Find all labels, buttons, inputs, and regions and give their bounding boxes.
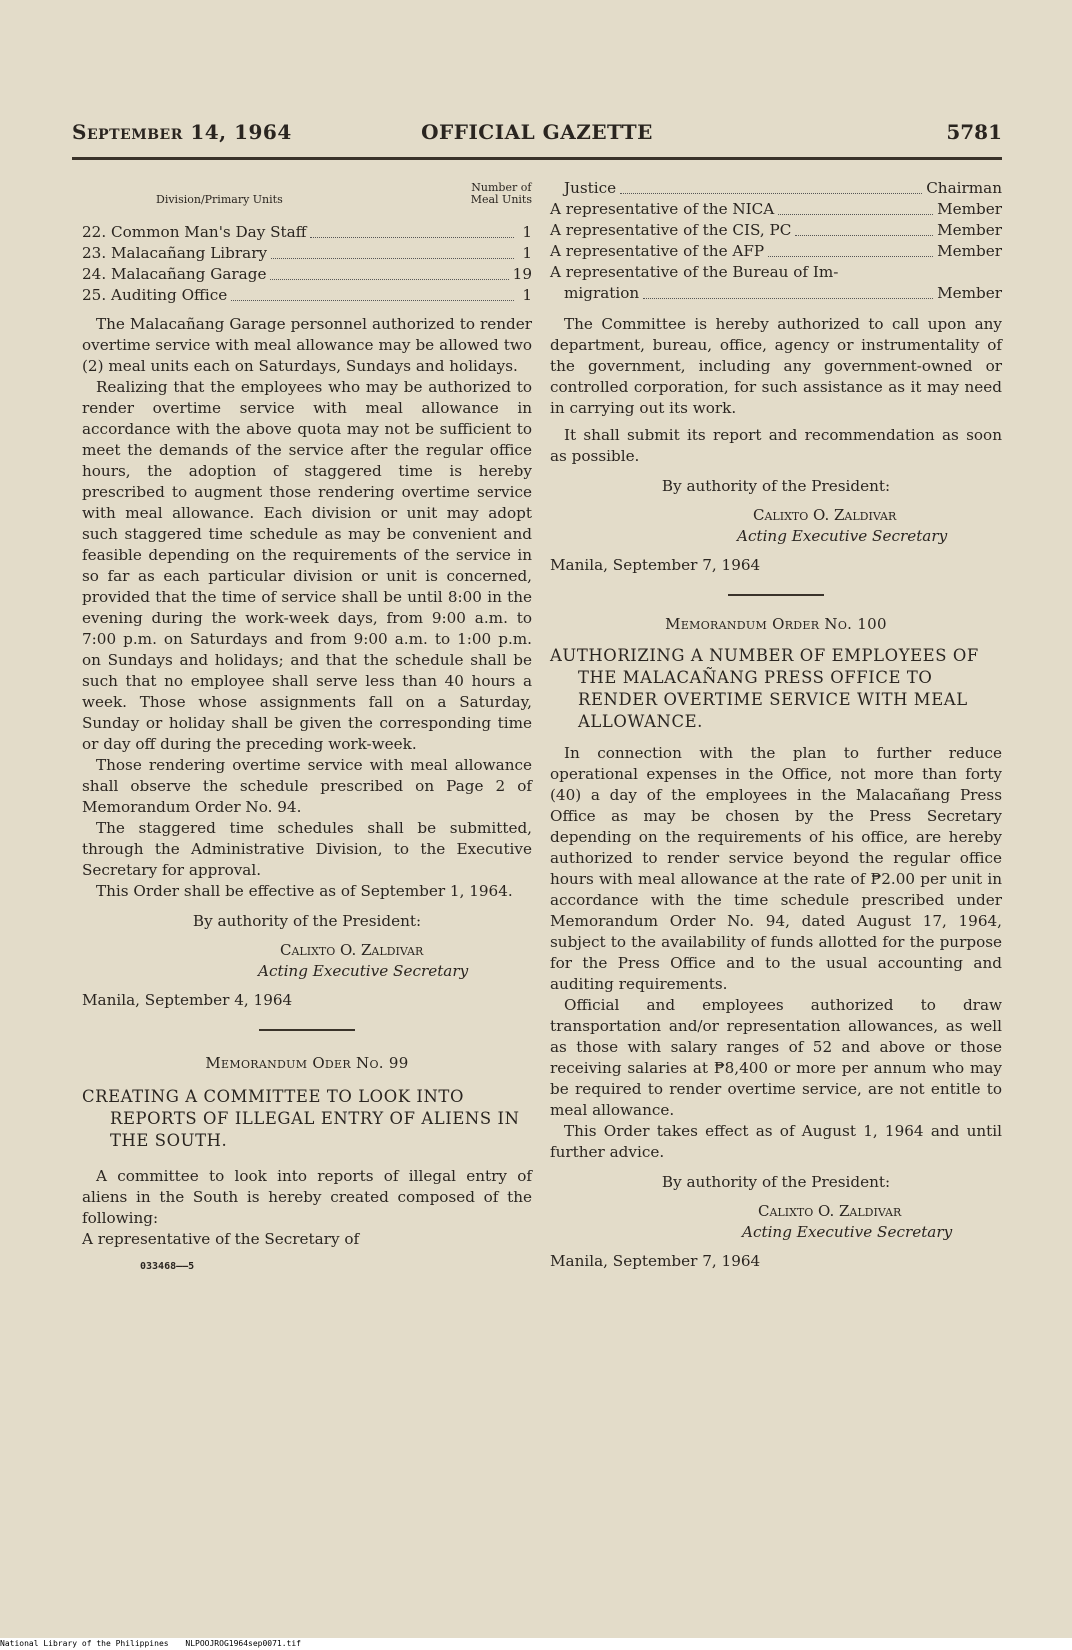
table-row [82, 222, 532, 243]
committee-member: A representative of the NICA [550, 200, 775, 218]
print-code: 033468——5 [140, 1261, 195, 1272]
paragraph: The Committee is hereby authorized to call upon any department, bureau, office, agency or instrumentality of the government, including any government-owned or controlled corporation, for such assistance as it may need in carrying out its work. [550, 315, 1002, 417]
dot-leader [270, 279, 508, 280]
signature-block [550, 1201, 1002, 1243]
scan-file: NLPOOJROG1964sep0071.tif [185, 1639, 301, 1648]
signatory-title: Acting Executive Secretary [258, 962, 469, 980]
memo-100-title: AUTHORIZING A NUMBER OF EMPLOYEES OF THE MALACAÑANG PRESS OFFICE TO RENDER OVERTIME SERVICE WITH MEAL ALLOWANCE. [550, 646, 979, 731]
paragraph: This Order shall be effective as of September 1, 1964. [96, 882, 513, 900]
paragraph: Those rendering overtime service with meal allowance shall observe the schedule prescribed on Page 2 of Memorandum Order No. 94. [82, 756, 532, 816]
committee-row [550, 283, 1002, 304]
paragraph: Official and employees authorized to draw transportation and/or representation allowances, as well as those with salary ranges of 52 and above or those receiving salaries at ₱8,400 or more per annum who may be required to render overtime service, are not entitle to meal allowance. [550, 996, 1002, 1119]
page-header [72, 120, 1002, 152]
committee-row [550, 220, 1002, 241]
committee-member: migration [564, 284, 640, 302]
row-label: 24. Malacañang Garage [82, 265, 267, 283]
issue-date: September 14, 1964 [72, 120, 292, 144]
committee-row [550, 199, 1002, 220]
table-row [82, 243, 532, 264]
dot-leader [271, 258, 514, 259]
committee-row [550, 241, 1002, 262]
paragraph: The Malacañang Garage personnel authorized to render overtime service with meal allowance may be allowed two (2) meal units each on Saturdays, Sundays and holidays. [82, 315, 532, 375]
paragraph: This Order takes effect as of August 1, 1964 and until further advice. [550, 1122, 1002, 1161]
committee-role: Member [937, 242, 1002, 260]
page-number: 5781 [946, 120, 1002, 144]
row-label: 23. Malacañang Library [82, 244, 268, 262]
table-row [82, 264, 532, 285]
place-date: Manila, September 7, 1964 [550, 1252, 761, 1270]
paragraph: In connection with the plan to further reduce operational expenses in the Office, not more than forty (40) a day of the employees in the Malacañang Press Office as may be chosen by the Press Secretary depending on the requirements of his office, are hereby authorized to render service beyond the regular office hours with meal allowance at the rate of ₱2.00 per unit in accordance with the time schedule prescribed under Memorandum Order No. 94, dated August 17, 1964, subject to the availability of funds allotted for the purpose for the Press Office and to the usual accounting and auditing requirements. [550, 744, 1002, 993]
dot-leader [310, 237, 514, 238]
memo-100-label: Memorandum Order No. 100 [665, 615, 887, 633]
committee-role: Chairman [926, 179, 1002, 197]
row-value: 1 [522, 223, 532, 241]
row-value: 19 [512, 265, 532, 283]
dot-leader [231, 300, 514, 301]
meal-table-col-count [471, 182, 532, 206]
paragraph: The staggered time schedules shall be submitted, through the Administrative Division, to the Executive Secretary for approval. [82, 819, 532, 879]
meal-table-col-count-line2: Meal Units [470, 193, 532, 206]
row-label: 25. Auditing Office [82, 286, 228, 304]
signature-block [550, 505, 1002, 547]
committee-member: A representative of the AFP [550, 242, 765, 260]
table-row [82, 285, 532, 306]
publication-title: OFFICIAL GAZETTE [421, 120, 653, 144]
right-column [550, 178, 1002, 1272]
signatory-name: Calixto O. Zaldivar [753, 506, 897, 524]
scan-footer [0, 1638, 1072, 1650]
committee-member: A representative of the Bureau of Im- [550, 263, 839, 281]
left-column [82, 178, 532, 1277]
committee-row [550, 262, 1002, 283]
scan-library: National Library of the Philippines [0, 1639, 169, 1648]
meal-table [82, 222, 532, 306]
place-date: Manila, September 7, 1964 [550, 556, 761, 574]
committee-member: Justice [564, 179, 617, 197]
meal-table-col-count-line1: Number of [471, 181, 532, 194]
memo-99-label: Memorandum Oder No. 99 [205, 1054, 409, 1072]
meal-table-col-units: Division/Primary Units [156, 193, 283, 206]
authority-line: By authority of the President: [661, 477, 891, 495]
dot-leader [795, 235, 933, 236]
place-date: Manila, September 4, 1964 [82, 991, 293, 1009]
meal-table-header [82, 178, 532, 222]
paragraph: Realizing that the employees who may be authorized to render overtime service with meal allowance in accordance with the above quota may not be sufficient to meet the demands of the service after the regular office hours, the adoption of staggered time is hereby prescribed to augment those rendering overtime service with meal allowance. Each division or unit may adopt such staggered time schedule as may be convenient and feasible depending on the requirements of the service in so far as each particular division or unit is concerned, provided that the time of service shall be until 8:00 in the evening during the work-week days, from 9:00 a.m. to 7:00 p.m. on Saturdays and from 9:00 a.m. to 1:00 p.m. on Sundays and holidays; and that the schedule shall be such that no employee shall serve less than 40 hours a week. Those whose assignments fall on a Saturday, Sunday or holiday shall be given the corresponding time or day off during the preceding work-week. [82, 378, 532, 753]
signatory-name: Calixto O. Zaldivar [280, 941, 424, 959]
committee-role: Member [937, 221, 1002, 239]
row-value: 1 [522, 286, 532, 304]
committee-row [550, 178, 1002, 199]
committee-list [550, 178, 1002, 304]
dot-leader [778, 214, 933, 215]
committee-member: A representative of the CIS, PC [550, 221, 792, 239]
paragraph: It shall submit its report and recommendation as soon as possible. [550, 426, 1002, 465]
dot-leader [768, 256, 933, 257]
committee-role: Member [937, 200, 1002, 218]
paragraph: A committee to look into reports of illegal entry of aliens in the South is hereby created composed of the following: [82, 1167, 532, 1227]
committee-first-member: A representative of the Secretary of [82, 1230, 360, 1248]
dot-leader [620, 193, 922, 194]
signatory-title: Acting Executive Secretary [742, 1223, 953, 1241]
signatory-title: Acting Executive Secretary [737, 527, 948, 545]
authority-line: By authority of the President: [661, 1173, 891, 1191]
authority-line: By authority of the President: [192, 912, 422, 930]
signatory-name: Calixto O. Zaldivar [758, 1202, 902, 1220]
dot-leader [643, 298, 933, 299]
header-rule [72, 157, 1002, 160]
committee-role: Member [937, 284, 1002, 302]
row-label: 22. Common Man's Day Staff [82, 223, 307, 241]
signature-block [82, 940, 532, 982]
memo-99-title: CREATING A COMMITTEE TO LOOK INTO REPORTS OF ILLEGAL ENTRY OF ALIENS IN THE SOUTH. [82, 1087, 520, 1150]
row-value: 1 [522, 244, 532, 262]
